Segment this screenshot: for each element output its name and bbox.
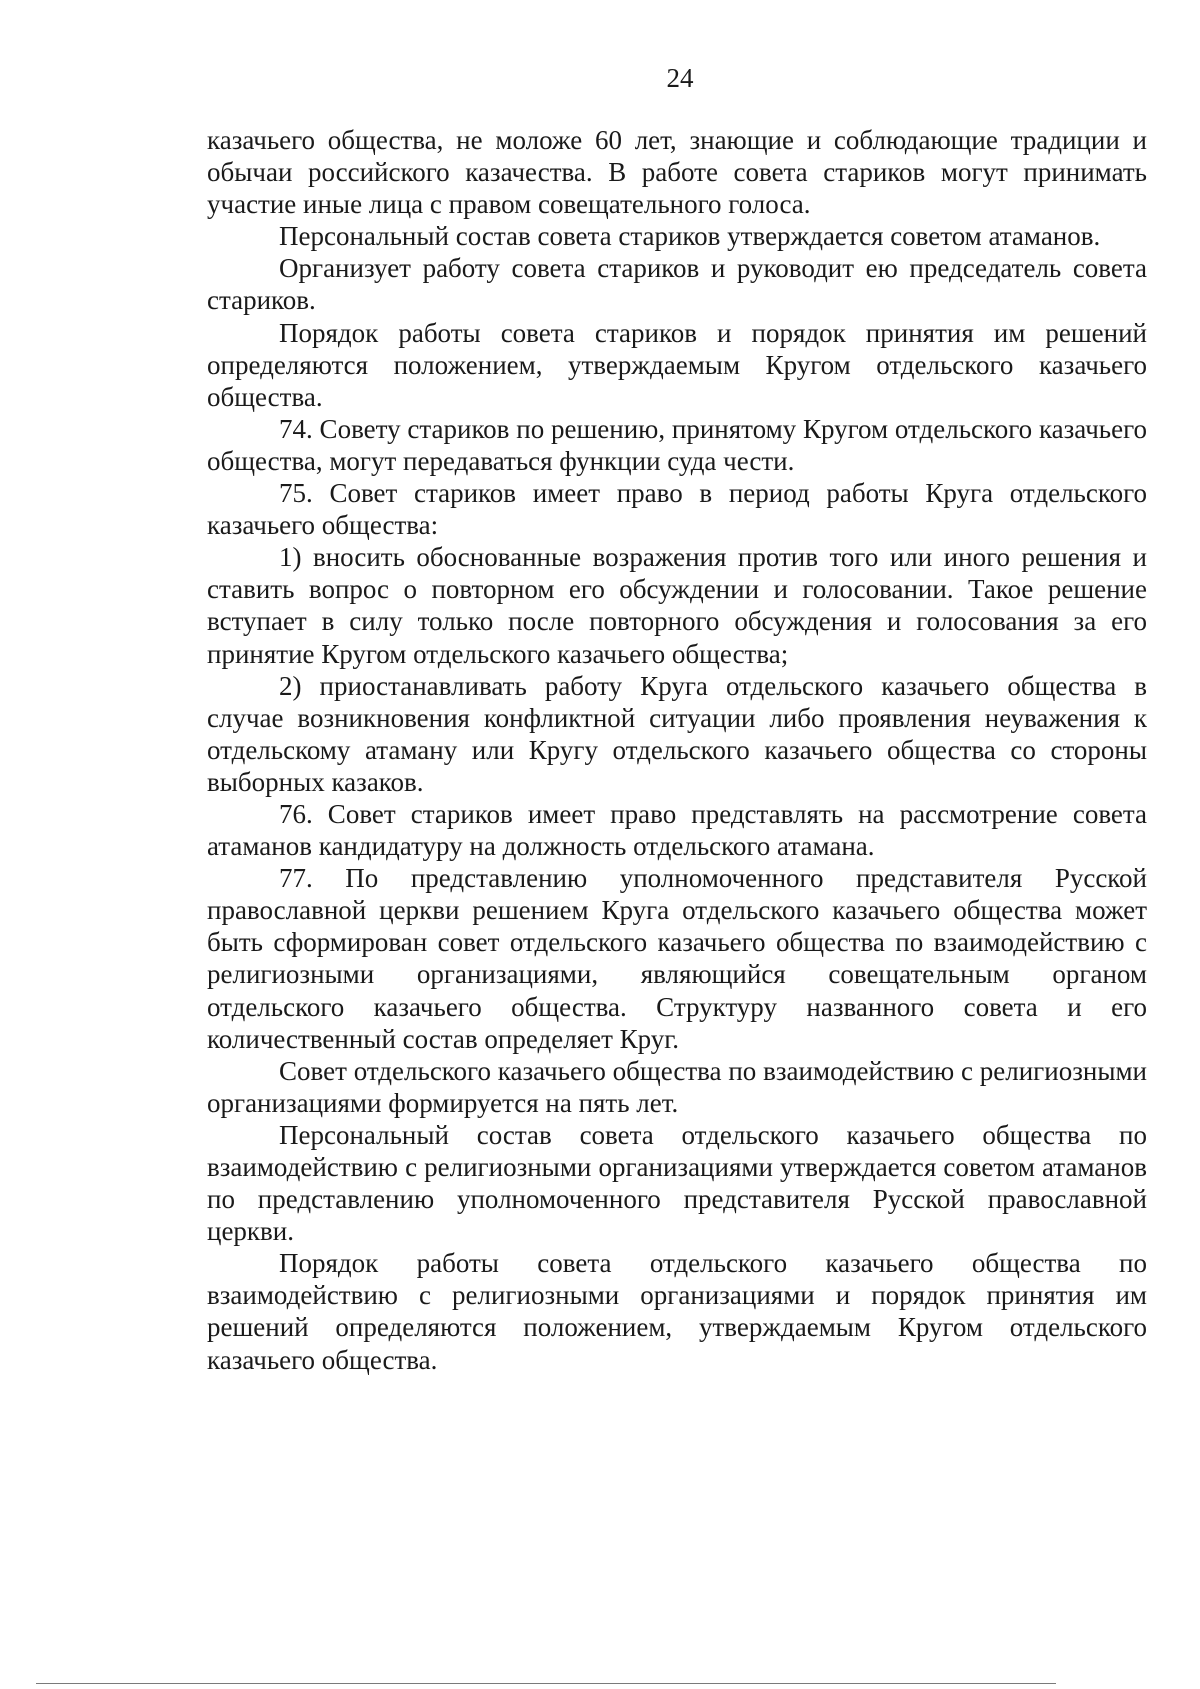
paragraph-council-personnel: Персональный состав совета отдельского казачьего общества по взаимодействию с религиозными организациями утверждается советом атаманов по представлению уполномоченного представителя Русской православной церкви. [207, 1119, 1147, 1247]
paragraph-personnel: Персональный состав совета стариков утверждается советом атаманов. [279, 221, 1101, 252]
paragraph-item-74: 74. Совету стариков по решению, принятому Кругом отдельского казачьего общества, могут передаваться функции суда чести. [207, 413, 1147, 476]
paragraph-item-76: 76. Совет стариков имеет право представлять на рассмотрение совета атаманов кандидатуру на должность отдельского атамана. [207, 798, 1147, 862]
paragraph-council-procedure: Порядок работы совета отдельского казачьего общества по взаимодействию с религиозными организациями и порядок принятия им решений определяются положением, утверждаемым Кругом отдельского казачьего общества. [207, 1248, 1147, 1375]
paragraph-item-77: 77. По представлению уполномоченного представителя Русской православной церкви решением Круга отдельского казачьего общества может быть сформирован совет отдельского казачьего общества по взаимодействию с религиозными организациями, являющийся совещательным органом отдельского казачьего общества. Структуру названного совета и его количественный состав определяет Круг. [207, 863, 1147, 1054]
paragraph-continuation: казачьего общества, не моложе 60 лет, знающие и соблюдающие традиции и обычаи российского казачества. В работе совета стариков могут принимать участие иные лица с правом совещательного голоса. [207, 125, 1147, 220]
paragraph-council-term: Совет отдельского казачьего общества по взаимодействию с религиозными организациями формируется на пять лет. [207, 1055, 1147, 1118]
paragraph-procedure: Порядок работы совета стариков и порядок принятия им решений определяются положением, утверждаемым Кругом отдельского казачьего общества. [207, 317, 1147, 412]
page-number: 24 [666, 63, 694, 93]
paragraph-chairman: Организует работу совета стариков и руководит ею председатель совета стариков. [207, 253, 1147, 316]
bottom-scan-line [36, 1683, 1056, 1684]
paragraph-item-75-2: 2) приостанавливать работу Круга отдельского казачьего общества в случае возникновения конфликтной ситуации либо проявления неуважения к отдельскому атаману или Кругу отдельского казачьего общества со стороны выборных казаков. [207, 670, 1147, 797]
paragraph-item-75-1: 1) вносить обоснованные возражения против того или иного решения и ставить вопрос о повторном его обсуждении и голосовании. Такое решение вступает в силу только после повторного обсуждения и голосования за его принятие Кругом отдельского казачьего общества; [207, 542, 1147, 669]
paragraph-item-75: 75. Совет стариков имеет право в период работы Круга отдельского казачьего общества: [207, 478, 1147, 541]
document-body [207, 124, 1147, 1376]
